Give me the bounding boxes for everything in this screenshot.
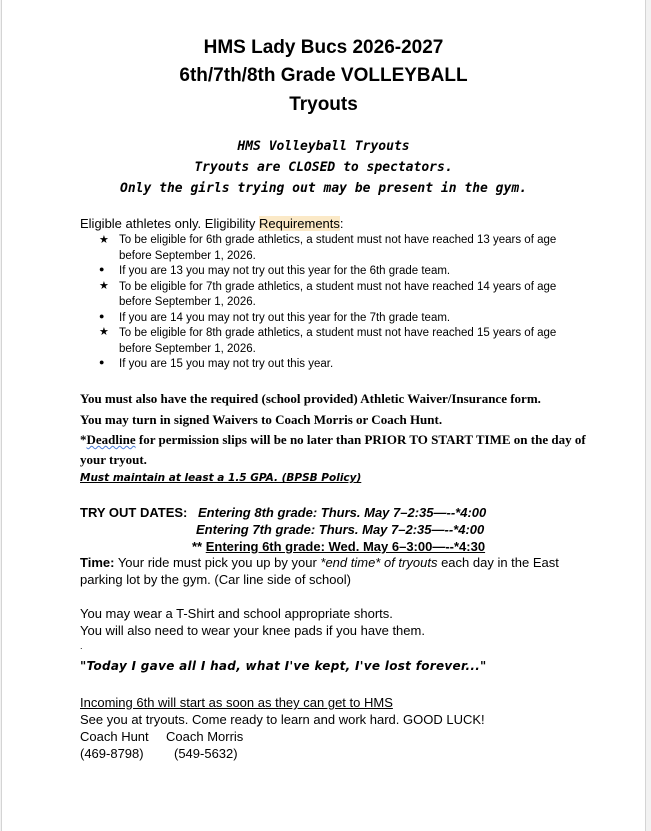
eligibility-heading [80,215,344,232]
notice-line1: HMS Volleyball Tryouts [237,139,410,154]
coach-hunt-phone: (469-8798) [80,746,144,761]
eligibility-item-3-line2: before September 1, 2026. [119,296,256,308]
motivational-quote: "Today I gave all I had, what I've kept, I've lost forever..." [80,659,487,673]
deadline-line2: your tryout. [80,452,147,467]
incoming-6th-note: Incoming 6th will start as soon as they can get to HMS [80,695,393,710]
notice-line3: Only the girls trying out may be present in the gym. [120,181,527,196]
tryout-date-6th-row [192,538,485,555]
eligibility-prefix: Eligible athletes only. Eligibility [80,216,259,231]
eligibility-item-1-line1: To be eligible for 6th grade athletics, a student must not have reached 13 years of age [119,234,557,246]
bullet-icon: ● [99,311,105,321]
eligibility-item-1-line2: before September 1, 2026. [119,250,256,262]
gpa-requirement: Must maintain at least a 1.5 GPA. (BPSB Policy) [80,472,362,484]
eligibility-colon: : [339,216,344,231]
document-title-line2: 6th/7th/8th Grade VOLLEYBALL [179,65,468,86]
eligibility-highlight: Requirements [258,216,340,231]
tryout-date-8th: Entering 8th grade: Thurs. May 7–2:35—--*4:00 [198,505,487,520]
document-page [1,0,646,831]
bullet-icon: ● [99,264,105,274]
pickup-time-line1 [80,554,559,571]
eligibility-item-5-line2: before September 1, 2026. [119,343,256,355]
tryout-date-6th: Entering 6th grade: Wed. May 6–3:00—--*4:30 [205,539,486,554]
star-icon: ★ [99,326,109,338]
time-text1: Your ride must pick you up by your [114,555,321,570]
stray-dot: . [80,641,83,651]
deadline-star: * [80,432,87,447]
time-emphasis: *end time* of tryouts [320,555,438,570]
eligibility-item-4-line1: If you are 14 you may not try out this year for the 7th grade team. [119,312,451,324]
coach-morris-name: Coach Morris [166,729,244,744]
eligibility-item-6-line1: If you are 15 you may not try out this year. [119,358,334,370]
document-title-line3: Tryouts [289,94,358,115]
deadline-line [80,430,586,450]
time-text2: each day in the East [437,555,559,570]
coach-morris-phone: (549-5632) [174,746,238,761]
tryout-date-6th-prefix: ** [192,539,206,554]
eligibility-item-2-line1: If you are 13 you may not try out this year for the 6th grade team. [119,265,451,277]
eligibility-item-5-line1: To be eligible for 8th grade athletics, a student must not have reached 15 years of age [119,327,557,339]
attire-line1: You may wear a T-Shirt and school appropriate shorts. [80,606,393,621]
star-icon: ★ [99,280,109,292]
waiver-turn-in: You may turn in signed Waivers to Coach Morris or Coach Hunt. [80,412,443,427]
pickup-time-line2: parking lot by the gym. (Car line side of school) [80,572,351,587]
star-icon: ★ [99,234,109,246]
eligibility-item-3-line1: To be eligible for 7th grade athletics, a student must not have reached 14 years of age [119,281,557,293]
tryout-dates-label: TRY OUT DATES: [80,505,188,520]
deadline-rest: for permission slips will be no later than PRIOR TO START TIME on the day of [135,432,586,447]
notice-line2: Tryouts are CLOSED to spectators. [194,160,453,175]
tryout-date-7th: Entering 7th grade: Thurs. May 7–2:35—--*4:00 [196,522,485,537]
coach-hunt-name: Coach Hunt [80,729,149,744]
document-title-line1: HMS Lady Bucs 2026-2027 [203,37,444,58]
waiver-requirement: You must also have the required (school provided) Athletic Waiver/Insurance form. [80,391,541,406]
deadline-word: Deadline [86,432,136,447]
attire-line2: You will also need to wear your knee pads if you have them. [80,623,425,638]
time-label: Time: [80,555,115,570]
bullet-icon: ● [99,357,105,367]
closing-message: See you at tryouts. Come ready to learn and work hard. GOOD LUCK! [80,712,485,727]
